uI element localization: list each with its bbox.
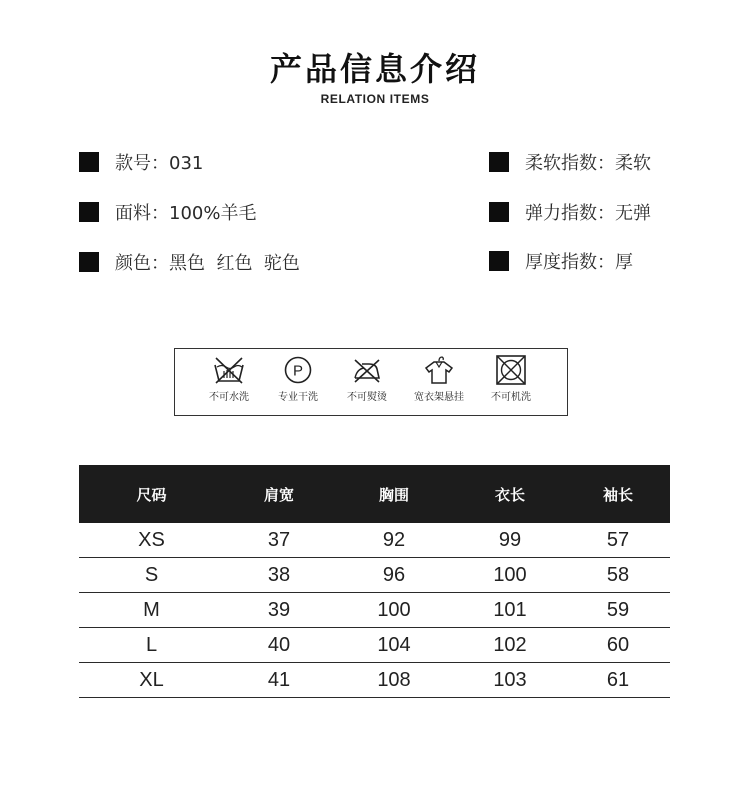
column-header: 袖长 [566,465,670,523]
table-cell: 38 [224,558,334,593]
table-cell: 60 [566,628,670,663]
table-cell: 101 [454,593,566,628]
size-chart-table [79,465,670,698]
no-iron-icon [350,355,384,385]
attribute-thickness [489,249,633,273]
table-cell: 108 [334,663,454,698]
table-cell: L [79,628,224,663]
bullet-square-icon [489,152,509,172]
attribute-label: 柔软指数：柔软 [525,153,651,174]
attribute-label: 款号：031 [115,153,204,174]
care-item-no-machine-wash [477,355,545,403]
table-header-row [79,465,670,523]
care-label: 不可熨烫 [347,392,387,403]
care-item-no-hand-wash [195,355,263,403]
table-cell: 104 [334,628,454,663]
bullet-square-icon [79,202,99,222]
professional-dry-clean-icon [281,355,315,385]
bullet-square-icon [79,252,99,272]
table-cell: 99 [454,523,566,558]
table-cell: S [79,558,224,593]
bullet-square-icon [489,202,509,222]
attribute-label: 弹力指数：无弹 [525,203,651,224]
column-header: 胸围 [334,465,454,523]
attribute-style-number [79,150,203,174]
table-cell: 59 [566,593,670,628]
table-cell: 61 [566,663,670,698]
column-header: 尺码 [79,465,224,523]
table-cell: XS [79,523,224,558]
table-row [79,628,670,663]
care-label: 专业干洗 [278,392,318,403]
care-label: 不可机洗 [491,392,531,403]
table-row [79,558,670,593]
table-cell: 40 [224,628,334,663]
table-row [79,663,670,698]
svg-text:P: P [292,362,304,380]
care-label: 不可水洗 [209,392,249,403]
bullet-square-icon [79,152,99,172]
attribute-label: 面料：100%羊毛 [115,203,257,224]
column-header: 肩宽 [224,465,334,523]
no-hand-wash-icon [212,355,246,385]
attribute-elasticity [489,200,651,224]
table-cell: 102 [454,628,566,663]
table-cell: 57 [566,523,670,558]
bullet-square-icon [489,251,509,271]
care-item-hang-dry [405,355,473,403]
wide-hanger-dry-icon [422,355,456,385]
table-cell: XL [79,663,224,698]
care-instructions-panel [174,348,568,416]
table-cell: 100 [334,593,454,628]
column-header: 衣长 [454,465,566,523]
table-cell: M [79,593,224,628]
care-item-dry-clean [264,355,332,403]
table-cell: 103 [454,663,566,698]
care-label: 宽衣架悬挂 [414,392,464,403]
table-cell: 41 [224,663,334,698]
attribute-label: 颜色：黑色 红色 驼色 [115,253,300,274]
table-cell: 37 [224,523,334,558]
attribute-label: 厚度指数：厚 [525,252,633,273]
page-subtitle: RELATION ITEMS [320,92,430,106]
page-title: 产品信息介绍 [269,50,480,88]
table-cell: 39 [224,593,334,628]
table-cell: 92 [334,523,454,558]
attribute-fabric [79,200,256,224]
table-cell: 58 [566,558,670,593]
attribute-color [79,250,300,274]
table-cell: 100 [454,558,566,593]
attribute-softness [489,150,651,174]
care-item-no-iron [333,355,401,403]
table-row [79,593,670,628]
table-cell: 96 [334,558,454,593]
no-machine-wash-icon [494,355,528,385]
table-row [79,523,670,558]
